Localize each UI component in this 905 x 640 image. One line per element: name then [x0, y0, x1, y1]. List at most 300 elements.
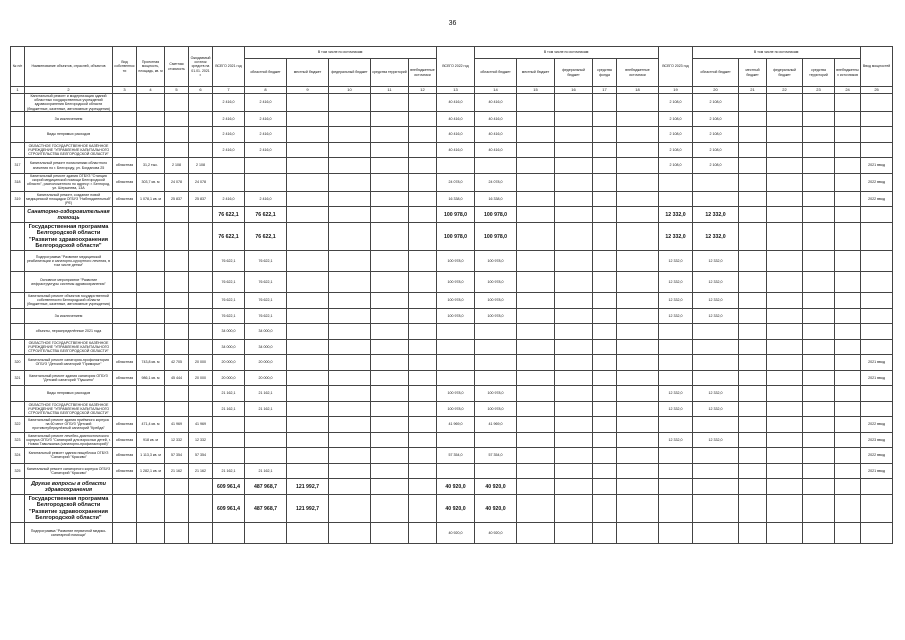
row-value: 100 978,0	[475, 251, 517, 272]
row-value	[593, 448, 617, 464]
row-value: 21 162,1	[213, 386, 245, 402]
row-value	[767, 94, 803, 112]
row-value	[409, 448, 437, 464]
row-value: 40 416,0	[437, 142, 475, 158]
row-value	[371, 127, 409, 143]
row-value	[593, 401, 617, 417]
row-value	[329, 207, 371, 223]
row-value	[137, 495, 165, 523]
page-number: 36	[448, 20, 457, 27]
header-federal-fund: средства фонда	[593, 59, 617, 87]
row-value	[329, 355, 371, 371]
row-value	[861, 386, 893, 402]
row-value: 100 978,0	[437, 386, 475, 402]
row-no	[11, 272, 25, 293]
row-value	[617, 324, 659, 340]
row-value	[329, 523, 371, 544]
row-value	[693, 463, 739, 479]
row-rem	[189, 251, 213, 272]
row-name: ОБЛАСТНОЕ ГОСУДАРСТВЕННОЕ КАЗЁННОЕ УЧРЕЖДЕНИЕ "УПРАВЛЕНИЕ КАПИТАЛЬНОГО СТРОИТЕЛЬСТВА БЕЛГОРОДСКОЙ ОБЛАСТИ"	[25, 401, 113, 417]
row-value	[739, 401, 767, 417]
row-value	[861, 251, 893, 272]
row-no	[11, 386, 25, 402]
row-value: 121 992,7	[287, 479, 329, 495]
row-value: 2 416,0	[245, 111, 287, 127]
row-value	[693, 324, 739, 340]
table-row	[11, 94, 893, 112]
row-value	[767, 355, 803, 371]
table-row	[11, 479, 893, 495]
row-value	[213, 173, 245, 191]
row-value	[371, 432, 409, 448]
row-no	[11, 308, 25, 324]
row-value	[517, 191, 555, 207]
column-number: 9	[287, 87, 329, 94]
row-value: 57 354,0	[475, 448, 517, 464]
row-value	[555, 339, 593, 355]
row-rem	[189, 523, 213, 544]
row-value	[287, 251, 329, 272]
row-value	[329, 448, 371, 464]
row-value	[371, 191, 409, 207]
row-value	[767, 339, 803, 355]
row-value	[329, 94, 371, 112]
row-value: 100 978,0	[437, 223, 475, 251]
row-value	[555, 111, 593, 127]
row-value	[409, 417, 437, 433]
row-value	[329, 495, 371, 523]
row-value	[475, 355, 517, 371]
row-value	[287, 142, 329, 158]
row-value: 40 416,0	[475, 127, 517, 143]
row-value	[659, 495, 693, 523]
row-no	[11, 339, 25, 355]
row-value	[835, 417, 861, 433]
row-rem: 2 108	[189, 158, 213, 174]
row-name: Капитальный ремонт санаторного корпуса ОГБУЗ "Санаторий "Красиво"	[25, 463, 113, 479]
row-value	[371, 495, 409, 523]
row-value	[739, 495, 767, 523]
row-value	[617, 111, 659, 127]
row-value	[767, 293, 803, 309]
row-value: 34 000,0	[213, 339, 245, 355]
row-name: Основное мероприятие "Развитие инфраструктуры системы здравоохранения"	[25, 272, 113, 293]
column-number: 4	[137, 87, 165, 94]
row-type	[113, 479, 137, 495]
row-value	[617, 495, 659, 523]
table-row	[11, 173, 893, 191]
row-type	[113, 495, 137, 523]
row-value: 76 622,1	[213, 272, 245, 293]
row-value: 12 332,0	[693, 308, 739, 324]
row-value	[693, 370, 739, 386]
column-number: 6	[189, 87, 213, 94]
row-value	[409, 355, 437, 371]
row-value: 21 162,1	[213, 463, 245, 479]
row-value	[803, 401, 835, 417]
row-value	[593, 223, 617, 251]
row-value	[659, 339, 693, 355]
row-value	[517, 386, 555, 402]
row-value: 12 332,0	[659, 432, 693, 448]
header-no: № п/п	[11, 47, 25, 87]
row-value	[593, 251, 617, 272]
row-value	[803, 207, 835, 223]
row-name: Подпрограмма "Развитие медицинской реабилитации и санаторно-курортного лечения, в том числе детям"	[25, 251, 113, 272]
row-value	[835, 94, 861, 112]
row-value	[555, 386, 593, 402]
row-type: областная	[113, 448, 137, 464]
row-value	[329, 479, 371, 495]
row-value	[659, 355, 693, 371]
row-value	[555, 272, 593, 293]
row-est: 21 162	[165, 463, 189, 479]
row-rem	[189, 339, 213, 355]
row-value	[245, 158, 287, 174]
row-value	[617, 386, 659, 402]
row-value	[835, 448, 861, 464]
row-value	[287, 127, 329, 143]
row-value: 2023 ввод	[861, 432, 893, 448]
row-value	[555, 127, 593, 143]
row-value: 12 332,0	[659, 251, 693, 272]
row-rem	[189, 94, 213, 112]
row-value	[287, 339, 329, 355]
row-value: 40 920,0	[475, 479, 517, 495]
row-value: 40 416,0	[437, 94, 475, 112]
row-value	[555, 207, 593, 223]
row-value	[329, 417, 371, 433]
row-value	[617, 191, 659, 207]
row-value: 100 978,0	[437, 272, 475, 293]
row-value	[803, 463, 835, 479]
row-value	[137, 207, 165, 223]
row-value	[329, 370, 371, 386]
row-no: 323	[11, 432, 25, 448]
column-number: 2	[25, 87, 113, 94]
row-value: 100 978,0	[437, 401, 475, 417]
header-nonbudget: внебюджетных источников	[835, 59, 861, 87]
row-value	[371, 111, 409, 127]
table-row	[11, 207, 893, 223]
row-value	[767, 432, 803, 448]
row-type	[113, 94, 137, 112]
row-value	[593, 370, 617, 386]
row-value	[517, 308, 555, 324]
row-value	[593, 417, 617, 433]
row-value	[555, 158, 593, 174]
row-value	[861, 324, 893, 340]
row-value	[409, 479, 437, 495]
header-territorial: средства территорий	[803, 59, 835, 87]
row-value: 76 622,1	[213, 223, 245, 251]
column-number: 11	[371, 87, 409, 94]
row-value	[803, 251, 835, 272]
row-no	[11, 523, 25, 544]
row-value	[555, 417, 593, 433]
row-value: 2022 ввод	[861, 448, 893, 464]
table-row	[11, 127, 893, 143]
row-value	[371, 142, 409, 158]
row-value	[693, 479, 739, 495]
row-value	[693, 191, 739, 207]
row-value: 40 416,0	[437, 127, 475, 143]
row-est	[165, 94, 189, 112]
column-number-row	[11, 87, 893, 94]
column-number: 22	[767, 87, 803, 94]
table-row	[11, 463, 893, 479]
header-local: местный бюджет	[287, 59, 329, 87]
row-name: Капитальный ремонт здания ОГБУЗ "Станция скорой медицинской помощи Белгородской области", расположенного по адресу: г. Белгород, ул. Шершнева, 13А	[25, 173, 113, 191]
row-no: 319	[11, 191, 25, 207]
row-value: 100 978,0	[475, 272, 517, 293]
row-value	[555, 173, 593, 191]
row-value: 40 920,0	[437, 495, 475, 523]
row-value	[659, 191, 693, 207]
row-value	[213, 523, 245, 544]
row-value	[767, 251, 803, 272]
row-value	[593, 111, 617, 127]
row-value: 487 968,7	[245, 479, 287, 495]
row-value	[517, 324, 555, 340]
row-value	[329, 401, 371, 417]
row-value: 24 078,0	[437, 173, 475, 191]
row-value: 2 416,0	[245, 142, 287, 158]
row-value	[517, 127, 555, 143]
row-value	[409, 191, 437, 207]
column-number: 17	[593, 87, 617, 94]
row-name: объекты, нераспределённые 2021 года	[25, 324, 113, 340]
row-value	[287, 272, 329, 293]
column-number: 19	[659, 87, 693, 94]
row-value	[287, 207, 329, 223]
row-value	[437, 324, 475, 340]
row-value	[409, 272, 437, 293]
table-row	[11, 251, 893, 272]
row-est: 2 108	[165, 158, 189, 174]
row-value	[517, 339, 555, 355]
row-value	[137, 523, 165, 544]
row-value	[287, 355, 329, 371]
row-value	[137, 479, 165, 495]
table-row	[11, 324, 893, 340]
row-value: 76 622,1	[213, 293, 245, 309]
row-name: Капитальный ремонт здания пищеблока ОГБУЗ "Санаторий "Красиво"	[25, 448, 113, 464]
row-type: областная	[113, 173, 137, 191]
row-value: 20 000,0	[213, 370, 245, 386]
row-value	[693, 495, 739, 523]
header-local: местный бюджет	[517, 59, 555, 87]
row-value	[409, 293, 437, 309]
row-est	[165, 479, 189, 495]
row-value	[693, 339, 739, 355]
row-value	[835, 191, 861, 207]
row-value	[437, 463, 475, 479]
row-value: 2 108,0	[693, 158, 739, 174]
row-value	[617, 401, 659, 417]
row-value	[137, 324, 165, 340]
row-name: Капитальный ремонт санатория-профилактория ОГБУЗ "Детский санаторий "Приморье"	[25, 355, 113, 371]
row-value: 2 108,0	[659, 94, 693, 112]
row-value	[409, 223, 437, 251]
row-value: 12 332,0	[693, 272, 739, 293]
row-no	[11, 479, 25, 495]
row-value	[287, 158, 329, 174]
row-no	[11, 142, 25, 158]
row-no	[11, 324, 25, 340]
row-value	[767, 324, 803, 340]
row-rem: 41 969	[189, 417, 213, 433]
row-value	[555, 251, 593, 272]
row-value	[835, 355, 861, 371]
row-type: областная	[113, 417, 137, 433]
row-value	[767, 448, 803, 464]
row-value	[739, 432, 767, 448]
row-value	[593, 173, 617, 191]
row-value	[803, 293, 835, 309]
row-value	[803, 191, 835, 207]
column-number: 14	[475, 87, 517, 94]
row-value: 2 108,0	[693, 94, 739, 112]
row-value	[617, 158, 659, 174]
row-name: Санаторно-оздоровительная помощь	[25, 207, 113, 223]
row-value	[861, 495, 893, 523]
row-value	[803, 173, 835, 191]
row-value	[137, 293, 165, 309]
row-value	[555, 191, 593, 207]
header-group-2021: В том числе по источникам:	[245, 47, 437, 59]
row-type	[113, 308, 137, 324]
row-value: 12 332,0	[659, 308, 693, 324]
row-rem: 25 837	[189, 191, 213, 207]
row-value	[693, 173, 739, 191]
row-rem: 21 162	[189, 463, 213, 479]
row-value	[803, 127, 835, 143]
row-value	[659, 417, 693, 433]
row-value	[659, 463, 693, 479]
row-value: 12 332,0	[659, 386, 693, 402]
row-value	[835, 495, 861, 523]
row-value	[287, 463, 329, 479]
row-value: 20 000,0	[245, 355, 287, 371]
row-value	[659, 370, 693, 386]
row-est: 12 332	[165, 432, 189, 448]
row-value: 2021 ввод	[861, 355, 893, 371]
row-value: 12 332,0	[659, 207, 693, 223]
row-value: 20 000,0	[213, 355, 245, 371]
row-value	[835, 401, 861, 417]
row-type	[113, 127, 137, 143]
row-value: 24 078,0	[475, 173, 517, 191]
row-value	[517, 479, 555, 495]
row-value	[137, 251, 165, 272]
row-value	[137, 308, 165, 324]
row-name: Капитальный ремонт поликлиники областного значения по г. Белгороду, ул. Богданова 25	[25, 158, 113, 174]
row-est	[165, 127, 189, 143]
row-no: 317	[11, 158, 25, 174]
row-name: Капитальный ремонт, создание новой медицинской площадки ОГБУЗ "Наблюдательный" (РЕ)	[26, 192, 111, 205]
row-value	[739, 479, 767, 495]
row-value	[593, 272, 617, 293]
table-row	[11, 386, 893, 402]
row-value: 20 000,0	[245, 370, 287, 386]
row-value: 12 332,0	[693, 207, 739, 223]
header-estimate: Сметная стоимость	[165, 47, 189, 87]
column-number: 15	[517, 87, 555, 94]
row-value	[693, 523, 739, 544]
row-type	[113, 293, 137, 309]
row-value	[861, 293, 893, 309]
row-value	[617, 355, 659, 371]
row-value	[593, 191, 617, 207]
row-value	[371, 173, 409, 191]
row-value	[835, 207, 861, 223]
row-value: 12 332,0	[659, 293, 693, 309]
row-value	[245, 417, 287, 433]
row-value	[213, 448, 245, 464]
row-value	[835, 479, 861, 495]
header-group-2023: В том числе по источникам:	[693, 47, 861, 59]
row-value	[767, 111, 803, 127]
row-rem	[189, 495, 213, 523]
column-number: 16	[555, 87, 593, 94]
header-total-2021: ВСЕГО 2021 год	[213, 47, 245, 87]
row-value: 100 978,0	[475, 207, 517, 223]
row-rem	[189, 401, 213, 417]
row-value	[803, 386, 835, 402]
row-rem	[189, 142, 213, 158]
row-value	[803, 272, 835, 293]
row-value	[555, 223, 593, 251]
row-value	[287, 370, 329, 386]
row-value: 12 332,0	[659, 401, 693, 417]
row-value: 57 354,0	[437, 448, 475, 464]
row-est	[165, 386, 189, 402]
row-value	[803, 417, 835, 433]
row-value	[555, 401, 593, 417]
row-value	[835, 223, 861, 251]
row-name: ОБЛАСТНОЕ ГОСУДАРСТВЕННОЕ КАЗЁННОЕ УЧРЕЖДЕНИЕ "УПРАВЛЕНИЕ КАПИТАЛЬНОГО СТРОИТЕЛЬСТВА БЕЛГОРОДСКОЙ ОБЛАСТИ"	[25, 142, 113, 158]
row-value	[767, 523, 803, 544]
row-value	[517, 495, 555, 523]
row-value	[617, 417, 659, 433]
row-no	[11, 251, 25, 272]
row-value	[593, 158, 617, 174]
row-value	[137, 142, 165, 158]
row-value: 21 162,1	[245, 401, 287, 417]
table-row	[11, 401, 893, 417]
row-value: 76 622,1	[245, 223, 287, 251]
row-value	[287, 324, 329, 340]
row-value	[767, 417, 803, 433]
row-value	[409, 463, 437, 479]
row-value	[329, 191, 371, 207]
row-value	[693, 417, 739, 433]
row-value	[835, 370, 861, 386]
row-value	[835, 324, 861, 340]
row-value	[517, 370, 555, 386]
row-value	[409, 173, 437, 191]
row-value	[329, 173, 371, 191]
row-value: 2021 ввод	[861, 370, 893, 386]
row-value	[555, 432, 593, 448]
row-value	[517, 293, 555, 309]
row-value: 2 108,0	[693, 142, 739, 158]
column-number: 5	[165, 87, 189, 94]
row-value: 41 969,0	[437, 417, 475, 433]
row-value	[803, 111, 835, 127]
row-value	[835, 111, 861, 127]
